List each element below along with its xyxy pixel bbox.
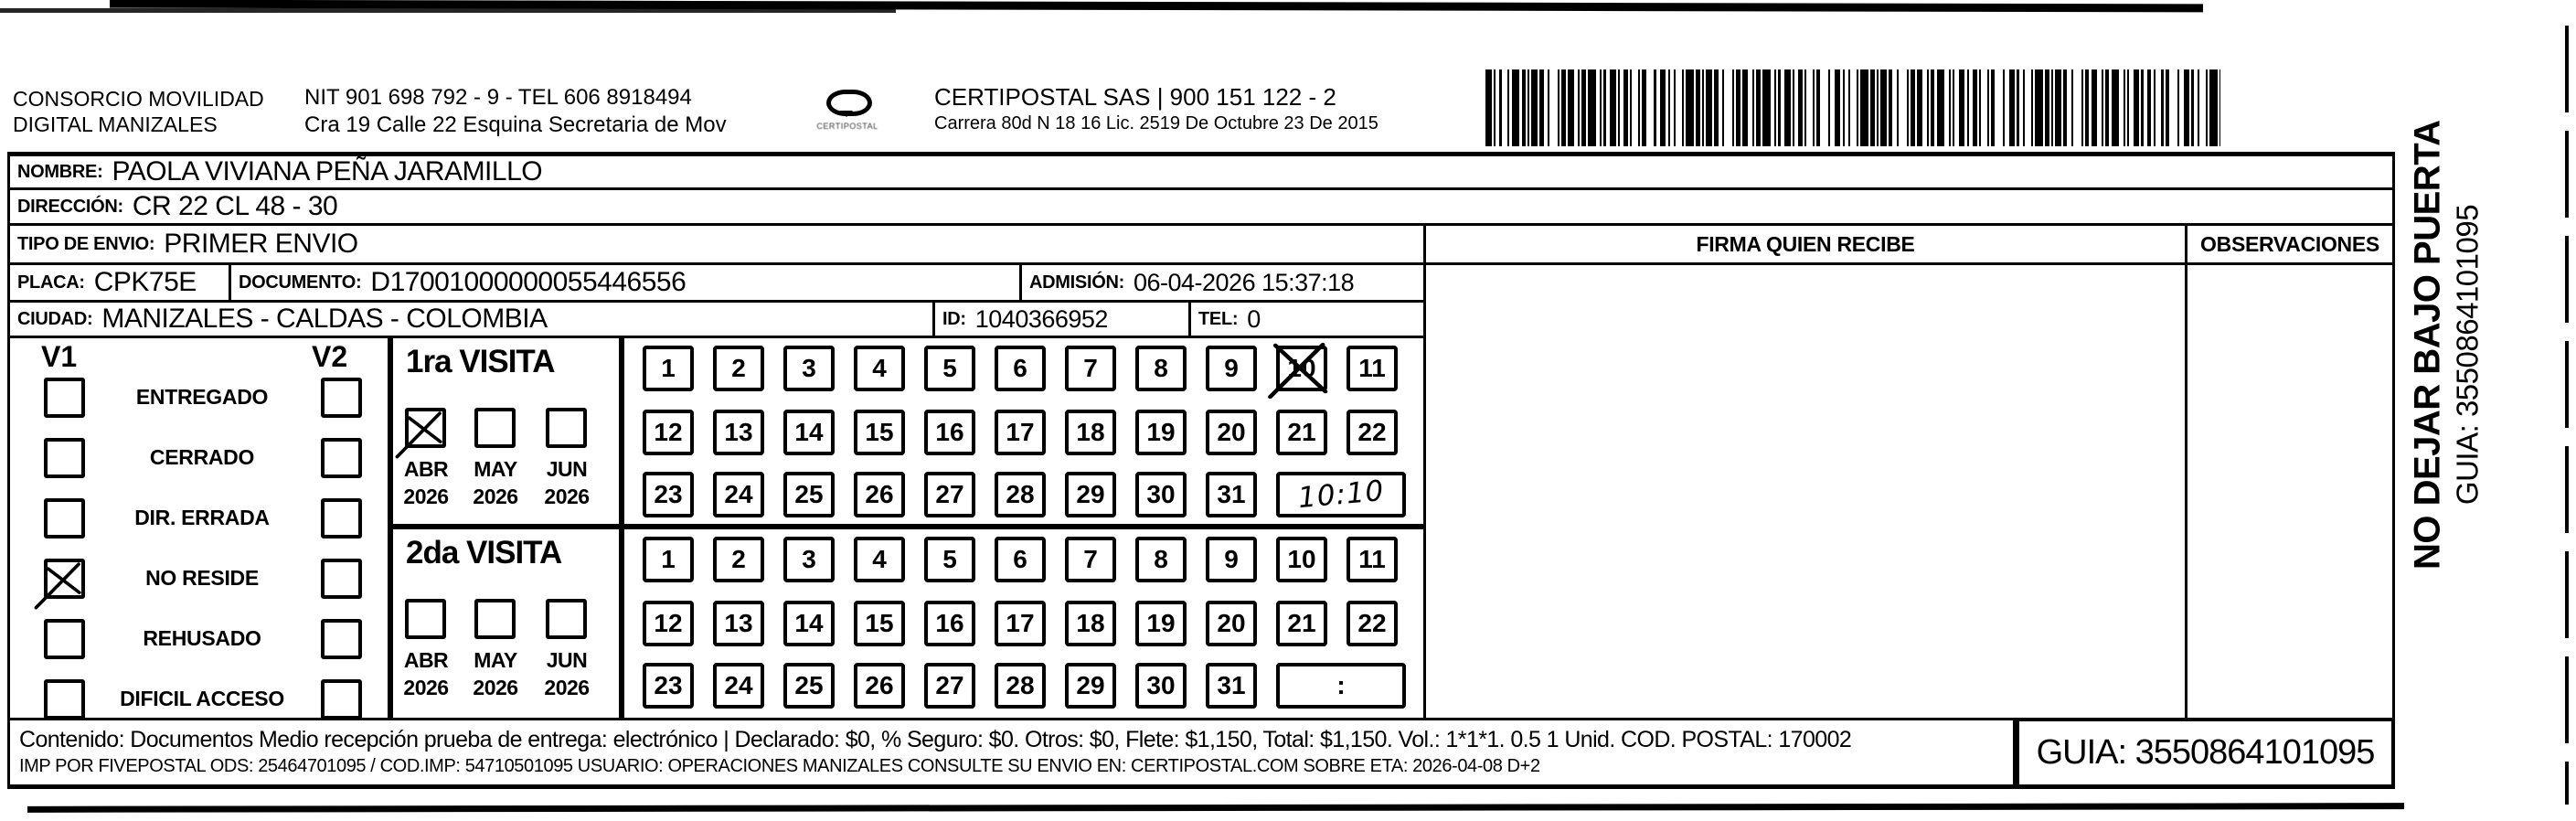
field-nombre — [7, 152, 2395, 190]
day-8 — [1135, 537, 1187, 582]
day-number: 24 — [724, 671, 753, 699]
field-value: PRIMER ENVIO — [164, 229, 358, 259]
visit1-label-cell — [390, 336, 622, 527]
day-28 — [995, 663, 1046, 709]
status-panel — [7, 336, 390, 720]
day-12 — [643, 410, 694, 455]
day-24 — [713, 472, 764, 517]
day-18 — [1065, 601, 1116, 646]
address-line: Cra 19 Calle 22 Esquina Secretaria de Mov — [304, 112, 727, 137]
visit1-months — [393, 338, 619, 524]
field-documento — [229, 262, 1022, 303]
day-number: 14 — [794, 609, 824, 637]
day-23 — [643, 663, 694, 709]
status-options — [10, 338, 388, 718]
barcode-bar — [1610, 69, 1616, 146]
month-label: JUN — [546, 457, 588, 481]
day-15 — [854, 410, 905, 455]
day-number: 30 — [1146, 671, 1176, 699]
day-number: 23 — [654, 480, 683, 508]
barcode-bar — [1981, 69, 1987, 146]
field-label: ID: — [942, 308, 966, 329]
month-year: 2026 — [403, 676, 449, 699]
barcode-bar — [1880, 69, 1887, 146]
field-value: CPK75E — [93, 267, 197, 297]
barcode-bar — [1899, 69, 1907, 146]
day-19 — [1135, 410, 1187, 455]
day-15 — [854, 601, 905, 646]
day-30 — [1135, 472, 1187, 517]
month-checkbox-abr — [405, 408, 446, 448]
visit2-months — [393, 529, 619, 718]
scan-line — [1261, 5, 2194, 9]
guia-box — [2016, 718, 2395, 789]
sender-company-name — [13, 86, 264, 137]
field-value: CR 22 CL 48 - 30 — [132, 191, 338, 221]
barcode-bar — [2035, 69, 2043, 146]
day-9 — [1206, 537, 1257, 582]
day-22 — [1347, 601, 1398, 646]
day-26 — [854, 472, 905, 517]
field-label: CIUDAD: — [17, 308, 93, 329]
field-label: TIPO DE ENVIO: — [17, 233, 155, 254]
barcode-bar — [2169, 69, 2177, 146]
footer-line1: Contenido: Documentos Medio recepción prueba de entrega: electrónico | Declarado: $0, % Seguro: $0. Otros: $0, Flete: $1,150, Total: $1,150. Vol.: 1*1*1. 0.5 1 Unid. COD. POSTAL: 170002 — [19, 727, 1852, 752]
scan-line — [0, 8, 896, 13]
carrier-name: CERTIPOSTAL SAS | 900 151 122 - 2 — [934, 83, 1336, 111]
day-number: 19 — [1146, 609, 1176, 637]
visit2-label-cell — [390, 527, 622, 720]
field-tipo-envio — [7, 223, 1426, 265]
day-number: 6 — [1013, 545, 1027, 573]
field-direccion — [7, 187, 2395, 226]
day-number: 19 — [1146, 418, 1176, 446]
nit-line: NIT 901 698 792 - 9 - TEL 606 8918494 — [304, 85, 692, 110]
day-4 — [854, 537, 905, 582]
day-number: 20 — [1217, 609, 1246, 637]
field-label: PLACA: — [17, 272, 85, 293]
day-16 — [924, 410, 975, 455]
day-23 — [643, 472, 694, 517]
handwritten-x-mark — [1280, 349, 1324, 388]
month-label: MAY — [474, 648, 517, 672]
day-5 — [924, 346, 975, 391]
day-number: 12 — [654, 609, 683, 637]
field-label: ADMISIÓN: — [1029, 272, 1124, 293]
barcode-bar — [2199, 69, 2206, 146]
day-number: 17 — [1006, 609, 1035, 637]
day-21 — [1276, 601, 1327, 646]
month-year: 2026 — [473, 485, 518, 508]
day-18 — [1065, 410, 1116, 455]
barcode-bar — [1917, 69, 1923, 146]
barcode — [1485, 69, 2222, 146]
day-number: 9 — [1224, 354, 1239, 382]
day-number: 14 — [794, 418, 824, 446]
day-number: 21 — [1287, 609, 1316, 637]
day-number: 21 — [1287, 418, 1316, 446]
status-label-no-reside: NO RESIDE — [145, 566, 259, 590]
day-16 — [924, 601, 975, 646]
no-dejar-warning: NO DEJAR BAJO PUERTA — [2407, 120, 2448, 570]
checkbox-v2-dir-errada — [321, 498, 362, 538]
barcode-bar — [1820, 69, 1828, 146]
status-label-entregado: ENTREGADO — [135, 385, 269, 409]
day-14 — [783, 601, 835, 646]
scan-artifact-bottom — [27, 803, 2404, 813]
day-10 — [1276, 346, 1327, 391]
checkbox-v1-cerrado — [44, 438, 85, 478]
visit-time-box — [1276, 472, 1406, 517]
day-number: 31 — [1217, 671, 1246, 699]
day-6 — [995, 346, 1046, 391]
day-27 — [924, 472, 975, 517]
day-number: 11 — [1358, 354, 1386, 382]
barcode-bar — [1588, 69, 1596, 146]
visit-time-value: : — [1336, 671, 1346, 699]
day-22 — [1347, 410, 1398, 455]
day-number: 3 — [802, 354, 816, 382]
day-11 — [1347, 346, 1398, 391]
status-label-rehusado: REHUSADO — [143, 626, 261, 650]
barcode-bar — [2009, 69, 2016, 146]
side-warning — [2407, 120, 2486, 570]
day-11 — [1347, 537, 1398, 582]
day-number: 8 — [1154, 545, 1168, 573]
day-5 — [924, 537, 975, 582]
day-number: 26 — [865, 671, 894, 699]
month-checkbox-jun — [546, 599, 587, 639]
day-number: 20 — [1217, 418, 1246, 446]
field-ciudad — [7, 300, 935, 338]
day-17 — [995, 601, 1046, 646]
day-number: 16 — [935, 418, 964, 446]
day-9 — [1206, 346, 1257, 391]
barcode-bar — [2209, 69, 2218, 146]
day-6 — [995, 537, 1046, 582]
barcode-bar — [2156, 69, 2162, 146]
day-number: 29 — [1076, 480, 1105, 508]
barcode-bar — [1632, 69, 1638, 146]
day-number: 18 — [1076, 418, 1105, 446]
status-label-dir-errada: DIR. ERRADA — [134, 506, 270, 529]
day-1 — [643, 537, 694, 582]
field-admision — [1019, 262, 1426, 303]
logo-caption: CERTIPOSTAL — [816, 122, 878, 131]
guia-number: GUIA: 3550864101095 — [2036, 733, 2375, 772]
day-number: 31 — [1217, 480, 1246, 508]
day-31 — [1206, 663, 1257, 709]
visit2-day-grid — [622, 527, 1426, 720]
carrier-info — [934, 82, 1378, 135]
day-number: 25 — [794, 671, 824, 699]
barcode-bar — [2025, 69, 2031, 146]
barcode-bar — [2112, 69, 2120, 146]
day-number: 17 — [1006, 418, 1035, 446]
day-25 — [783, 472, 835, 517]
barcode-bar — [1706, 69, 1712, 146]
barcode-bar — [2055, 69, 2061, 146]
field-value: 06-04-2026 15:37:18 — [1133, 268, 1355, 296]
day-27 — [924, 663, 975, 709]
barcode-bar — [1502, 69, 1508, 146]
observaciones-header-label: OBSERVACIONES — [2200, 231, 2379, 256]
month-year: 2026 — [544, 485, 590, 508]
day-7 — [1065, 537, 1116, 582]
field-placa — [7, 262, 231, 303]
barcode-bar — [1995, 69, 2003, 146]
barcode-bar — [2092, 69, 2098, 146]
firma-area — [1423, 262, 2187, 720]
month-year: 2026 — [403, 485, 449, 508]
footer-line2: IMP POR FIVEPOSTAL ODS: 25464701095 / COD.IMP: 54710501095 USUARIO: OPERACIONES MANIZALES CONSULTE SU ENVIO EN: CERTIPOSTAL.COM SOBRE ETA: 2026-04-08 D+2 — [19, 756, 1540, 776]
month-year: 2026 — [473, 676, 518, 699]
carrier-address: Carrera 80d N 18 16 Lic. 2519 De Octubre 23 De 2015 — [934, 113, 1378, 133]
day-number: 8 — [1154, 354, 1168, 382]
checkbox-v1-no-reside — [44, 559, 85, 599]
checkbox-v2-entregado — [321, 378, 362, 418]
barcode-bar — [1806, 69, 1813, 146]
day-number: 27 — [935, 480, 964, 508]
barcode-bar — [2073, 69, 2081, 146]
visit-time-value: 10:10 — [1296, 474, 1386, 516]
firma-header-label: FIRMA QUIEN RECIBE — [1696, 231, 1915, 256]
barcode-bar — [1850, 69, 1857, 146]
day-number: 10 — [1287, 545, 1316, 573]
v2-header: V2 — [312, 340, 348, 373]
day-13 — [713, 601, 764, 646]
month-label: ABR — [403, 648, 449, 672]
month-label: JUN — [546, 648, 588, 672]
day-number: 12 — [654, 418, 683, 446]
day-2 — [713, 537, 764, 582]
day-29 — [1065, 472, 1116, 517]
checkbox-v1-entregado — [44, 378, 85, 418]
barcode-bar — [1660, 69, 1666, 146]
day-number: 25 — [794, 480, 824, 508]
barcode-bar — [1742, 69, 1749, 146]
day-number: 16 — [935, 609, 964, 637]
checkbox-v1-dir-errada — [44, 498, 85, 538]
barcode-bar — [1784, 69, 1791, 146]
barcode-bar — [1531, 69, 1538, 146]
day-20 — [1206, 601, 1257, 646]
day-number: 5 — [942, 545, 957, 573]
barcode-bar — [1860, 69, 1868, 146]
day-1 — [643, 346, 694, 391]
v1-header: V1 — [41, 340, 78, 373]
day-17 — [995, 410, 1046, 455]
barcode-bar — [1512, 69, 1520, 146]
barcode-bar — [1485, 69, 1492, 146]
field-tel — [1188, 300, 1426, 338]
speech-bubble-icon — [826, 90, 872, 116]
day-number: 9 — [1224, 545, 1239, 573]
sender-contact-info — [304, 84, 727, 139]
day-number: 3 — [802, 545, 816, 573]
barcode-bar — [1568, 69, 1574, 146]
field-label: TEL: — [1198, 308, 1239, 329]
day-13 — [713, 410, 764, 455]
day-number: 22 — [1357, 418, 1387, 446]
day-26 — [854, 663, 905, 709]
field-value: 1040366952 — [974, 304, 1108, 333]
day-number: 22 — [1357, 609, 1387, 637]
barcode-bar — [1835, 69, 1841, 146]
day-number: 28 — [1006, 671, 1035, 699]
checkbox-v2-no-reside — [321, 559, 362, 599]
day-7 — [1065, 346, 1116, 391]
day-number: 15 — [865, 418, 894, 446]
day-number: 10 — [1287, 354, 1316, 382]
day-8 — [1135, 346, 1187, 391]
day-31 — [1206, 472, 1257, 517]
observaciones-header — [2185, 223, 2395, 265]
barcode-bar — [1549, 69, 1558, 146]
day-28 — [995, 472, 1046, 517]
day-number: 18 — [1076, 609, 1105, 637]
day-number: 26 — [865, 480, 894, 508]
visit-time-box — [1276, 663, 1406, 709]
day-4 — [854, 346, 905, 391]
day-number: 2 — [731, 545, 746, 573]
observaciones-area — [2185, 262, 2395, 720]
barcode-bar — [1646, 69, 1655, 146]
month-checkbox-jun — [546, 408, 587, 448]
day-19 — [1135, 601, 1187, 646]
day-number: 7 — [1083, 354, 1098, 382]
barcode-bar — [2134, 69, 2140, 146]
footer-details — [7, 718, 2016, 789]
barcode-bar — [1676, 69, 1682, 146]
side-guia: GUIA: 3550864101095 — [2450, 204, 2485, 506]
day-number: 11 — [1358, 545, 1386, 573]
day-20 — [1206, 410, 1257, 455]
month-checkbox-abr — [405, 599, 446, 639]
barcode-bar — [2184, 69, 2190, 146]
barcode-bar — [1724, 69, 1732, 146]
field-label: DOCUMENTO: — [239, 272, 362, 293]
day-number: 2 — [731, 354, 746, 382]
page-edge-line — [2565, 26, 2569, 805]
day-number: 1 — [661, 545, 676, 573]
barcode-bar — [1762, 69, 1771, 146]
day-number: 5 — [942, 354, 957, 382]
field-value: PAOLA VIVIANA PEÑA JARAMILLO — [112, 156, 543, 187]
month-checkbox-may — [474, 599, 516, 639]
day-number: 29 — [1076, 671, 1105, 699]
field-value: 0 — [1247, 304, 1261, 333]
visit1-title: 1ra VISITA — [406, 344, 555, 379]
day-3 — [783, 346, 835, 391]
status-label-dificil-acceso: DIFICIL ACCESO — [120, 687, 284, 710]
day-number: 24 — [724, 480, 753, 508]
field-id — [932, 300, 1191, 338]
checkbox-v2-cerrado — [321, 438, 362, 478]
day-12 — [643, 601, 694, 646]
day-number: 23 — [654, 671, 683, 699]
checkbox-v1-rehusado — [44, 619, 85, 659]
day-10 — [1276, 537, 1327, 582]
day-21 — [1276, 410, 1327, 455]
field-value: D17001000000055446556 — [370, 267, 687, 297]
day-3 — [783, 537, 835, 582]
visit1-day-grid — [622, 336, 1426, 527]
day-30 — [1135, 663, 1187, 709]
visit2-title: 2da VISITA — [406, 535, 562, 570]
day-2 — [713, 346, 764, 391]
field-label: NOMBRE: — [17, 161, 103, 182]
field-value: MANIZALES - CALDAS - COLOMBIA — [101, 304, 548, 334]
field-label: DIRECCIÓN: — [17, 196, 123, 217]
day-number: 28 — [1006, 480, 1035, 508]
day-number: 13 — [724, 418, 753, 446]
day-number: 6 — [1013, 354, 1027, 382]
firma-header — [1423, 223, 2187, 265]
day-29 — [1065, 663, 1116, 709]
day-number: 1 — [661, 354, 676, 382]
day-25 — [783, 663, 835, 709]
month-checkbox-may — [474, 408, 516, 448]
day-number: 4 — [872, 545, 887, 573]
checkbox-v2-dificil-acceso — [321, 679, 362, 720]
checkbox-v2-rehusado — [321, 619, 362, 659]
month-label: MAY — [474, 457, 517, 481]
day-24 — [713, 663, 764, 709]
barcode-bar — [2219, 69, 2220, 146]
month-year: 2026 — [544, 676, 590, 699]
company-line: CONSORCIO MOVILIDAD — [13, 87, 264, 111]
status-label-cerrado: CERRADO — [149, 445, 255, 469]
day-number: 7 — [1083, 545, 1098, 573]
day-14 — [783, 410, 835, 455]
day-number: 15 — [865, 609, 894, 637]
day-number: 27 — [935, 671, 964, 699]
barcode-bar — [1937, 69, 1945, 146]
barcode-bar — [1959, 69, 1965, 146]
day-number: 4 — [872, 354, 887, 382]
day-number: 13 — [724, 609, 753, 637]
month-label: ABR — [403, 457, 449, 481]
certipostal-logo-icon — [816, 90, 889, 131]
day-number: 30 — [1146, 480, 1176, 508]
checkbox-v1-dificil-acceso — [44, 679, 85, 720]
barcode-bar — [1686, 69, 1694, 146]
company-line: DIGITAL MANIZALES — [13, 112, 218, 136]
